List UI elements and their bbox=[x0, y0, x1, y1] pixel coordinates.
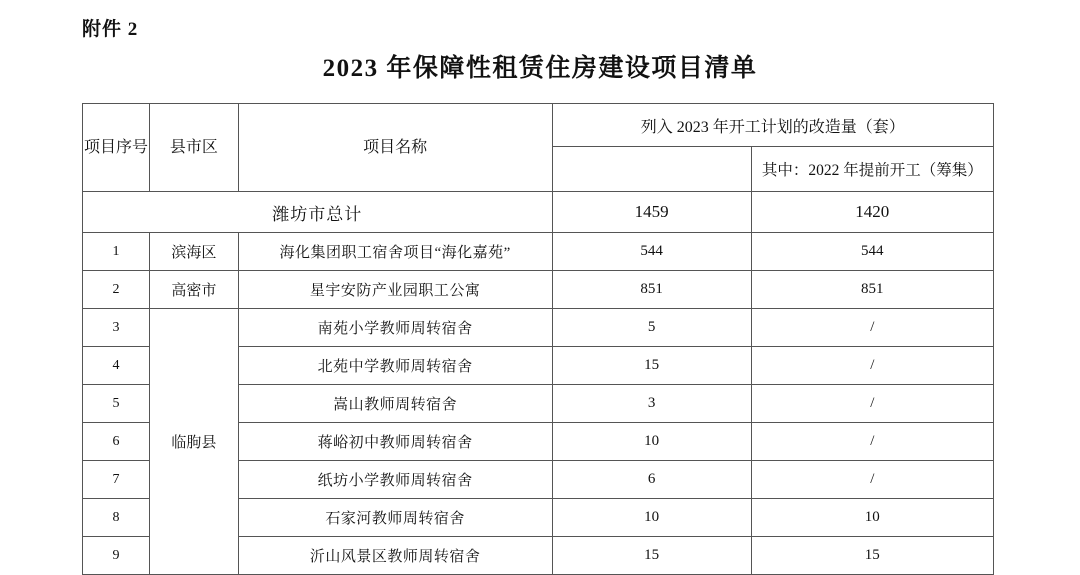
cell-name: 北苑中学教师周转宿舍 bbox=[238, 347, 552, 385]
column-header-plan-sub: 其中：2022 年提前开工（筹集） bbox=[751, 147, 993, 192]
table-header-row-top bbox=[83, 104, 994, 147]
column-header-seq: 项目序号 bbox=[83, 104, 150, 192]
table-body bbox=[83, 192, 994, 575]
cell-name: 嵩山教师周转宿舍 bbox=[238, 385, 552, 423]
cell-plan: 10 bbox=[552, 423, 751, 461]
cell-advance: / bbox=[751, 309, 993, 347]
cell-name: 沂山风景区教师周转宿舍 bbox=[238, 537, 552, 575]
table-row-total bbox=[83, 192, 994, 233]
cell-advance: 851 bbox=[751, 271, 993, 309]
cell-plan: 5 bbox=[552, 309, 751, 347]
table-row bbox=[83, 271, 994, 309]
cell-plan: 15 bbox=[552, 537, 751, 575]
cell-seq: 2 bbox=[83, 271, 150, 309]
cell-advance: / bbox=[751, 347, 993, 385]
cell-advance: 544 bbox=[751, 233, 993, 271]
cell-plan: 544 bbox=[552, 233, 751, 271]
cell-area-merged: 临朐县 bbox=[150, 309, 239, 575]
column-header-plan-group: 列入 2023 年开工计划的改造量（套） bbox=[552, 104, 993, 147]
page-title: 2023 年保障性租赁住房建设项目清单 bbox=[322, 55, 758, 82]
cell-advance: 15 bbox=[751, 537, 993, 575]
table-row bbox=[83, 233, 994, 271]
project-list-table-wrapper bbox=[82, 103, 994, 575]
column-header-area: 县市区 bbox=[150, 104, 239, 192]
attachment-label: 附件 2 bbox=[82, 19, 139, 40]
total-advance: 1420 bbox=[751, 192, 993, 233]
total-plan: 1459 bbox=[552, 192, 751, 233]
cell-plan: 851 bbox=[552, 271, 751, 309]
project-list-table bbox=[82, 103, 994, 575]
cell-name: 蒋峪初中教师周转宿舍 bbox=[238, 423, 552, 461]
cell-advance: 10 bbox=[751, 499, 993, 537]
cell-plan: 10 bbox=[552, 499, 751, 537]
cell-name: 星宇安防产业园职工公寓 bbox=[238, 271, 552, 309]
cell-advance: / bbox=[751, 423, 993, 461]
table-header bbox=[83, 104, 994, 192]
cell-seq: 7 bbox=[83, 461, 150, 499]
cell-area: 滨海区 bbox=[150, 233, 239, 271]
cell-advance: / bbox=[751, 461, 993, 499]
cell-plan: 6 bbox=[552, 461, 751, 499]
cell-seq: 1 bbox=[83, 233, 150, 271]
cell-seq: 4 bbox=[83, 347, 150, 385]
cell-seq: 8 bbox=[83, 499, 150, 537]
cell-plan: 15 bbox=[552, 347, 751, 385]
cell-seq: 6 bbox=[83, 423, 150, 461]
total-label: 潍坊市总计 bbox=[83, 192, 553, 233]
cell-seq: 9 bbox=[83, 537, 150, 575]
cell-area: 高密市 bbox=[150, 271, 239, 309]
column-header-plan-blank bbox=[552, 147, 751, 192]
cell-advance: / bbox=[751, 385, 993, 423]
cell-name: 纸坊小学教师周转宿舍 bbox=[238, 461, 552, 499]
cell-name: 南苑小学教师周转宿舍 bbox=[238, 309, 552, 347]
cell-plan: 3 bbox=[552, 385, 751, 423]
table-row bbox=[83, 309, 994, 347]
cell-name: 海化集团职工宿舍项目“海化嘉苑” bbox=[238, 233, 552, 271]
cell-seq: 3 bbox=[83, 309, 150, 347]
column-header-name: 项目名称 bbox=[238, 104, 552, 192]
cell-seq: 5 bbox=[83, 385, 150, 423]
cell-name: 石家河教师周转宿舍 bbox=[238, 499, 552, 537]
